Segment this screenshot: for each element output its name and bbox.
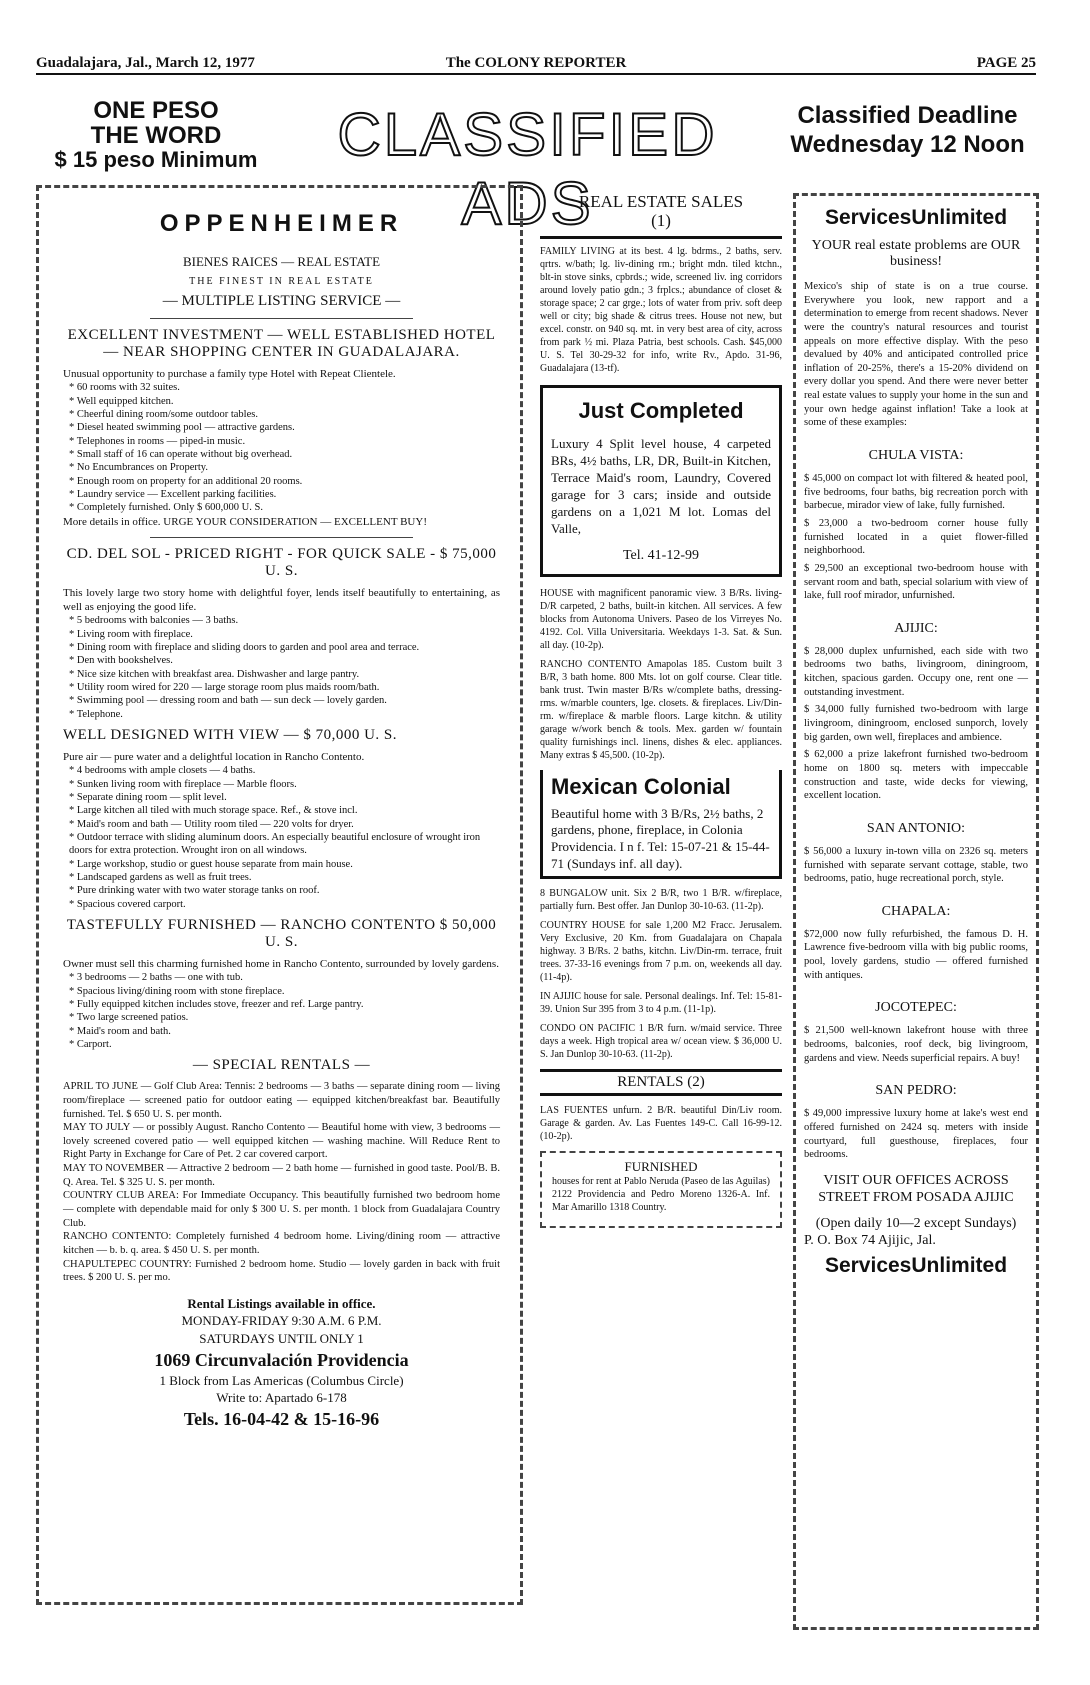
footer-line: MONDAY-FRIDAY 9:30 A.M. 6 P.M.: [181, 1313, 382, 1329]
mailing-address: P. O. Box 74 Ajijic, Jal.: [804, 1233, 936, 1249]
list-item: * Utility room wired for 220 — large storage room plus maids room/bath.: [69, 681, 500, 694]
list-item: * Small staff of 16 can operate without big overhead.: [69, 448, 500, 461]
agency-name: OPPENHEIMER: [159, 210, 404, 237]
listing: $ 34,000 fully furnished two-bedroom with large livingroom, diningroom, enclosed sunporch, lovely big garden, own well, fireplaces and ambience.: [804, 704, 1028, 743]
list-item: * Carport.: [69, 1038, 500, 1051]
deadline-box: [780, 102, 1035, 160]
list-item: * Sunken living room with fireplace — Marble floors.: [69, 778, 500, 791]
ad-body: houses for rent at Pablo Neruda (Paseo de las Aguilas) 2122 Providencia and Pedro Moreno 1326-A. Inf. Mar Amarillo 1318 Country.: [552, 1176, 770, 1214]
town-heading: AJIJIC:: [894, 620, 938, 636]
deadline-line-1: Classified Deadline: [797, 102, 1018, 129]
mexican-colonial-ad: [540, 770, 782, 880]
listing: $ 56,000 a luxury in-town villa on 2326 sq. meters furnished with separate servant cottage, stable, two bedrooms, patio, huge recreational porch, style.: [804, 845, 1028, 885]
rental-item: APRIL TO JUNE — Golf Club Area: Tennis: 2 bedrooms — 3 baths — separate dining room — living room/fireplace — screened patio for outdoor eating — equipped kitchen/breakfast bar. Beautifully furnished. Tel. $ 650 U. S. per month.: [63, 1081, 500, 1120]
office-phones: Tels. 16-04-42 & 15-16-96: [183, 1408, 380, 1429]
rental-item: MAY TO JULY — or possibly August. Rancho Contento — Beautiful home with view, 3 bedrooms — lovely screened covered patio — well equipped kitchen — washing machine. Will Reduce Rent to Right Party in Exchange for Care of Pet. 2 car covered carport.: [63, 1122, 500, 1161]
classified-ad: COUNTRY HOUSE for sale 1,200 M2 Fracc. Jerusalem. Very Exclusive, 20 Km. from Guadalajara on Chapala highway. 3 B/Rs. 2 baths, kitchn. Liv/Din-rm. terrace, fruit trees. 37-33-16 evenings from 7 p.m. on, weekends all day. (11-4p).: [540, 920, 782, 984]
mls-line: — MULTIPLE LISTING SERVICE —: [162, 293, 401, 309]
footer-line: Write to: Apartado 6-178: [216, 1390, 347, 1406]
rate-line-2: THE WORD: [90, 122, 222, 150]
list-item: * 4 bedrooms with ample closets — 4 baths.: [69, 764, 500, 777]
ad-headline: Just Completed: [578, 398, 744, 424]
list-item: * 60 rooms with 32 suites.: [69, 381, 500, 394]
list-item: * 5 bedrooms with balconies — 3 baths.: [69, 614, 500, 627]
list-item: * Spacious covered carport.: [69, 898, 500, 911]
classified-ad: 8 BUNGALOW unit. Six 2 B/R, two 1 B/R. w/fireplace, partially furn. Best offer. Jan Dunlop 30-10-63. (11-2p).: [540, 888, 782, 913]
listing-text: Owner must sell this charming furnished home in Rancho Contento, surrounded by lovely gardens.: [63, 958, 499, 970]
town-heading: SAN ANTONIO:: [866, 820, 966, 836]
list-item: * Two large screened patios.: [69, 1011, 500, 1024]
list-item: * Swimming pool — dressing room and bath — sun deck — lovely garden.: [69, 694, 500, 707]
agency-slogan: YOUR real estate problems are OUR business!: [811, 238, 1021, 269]
list-item: * 3 bedrooms — 2 baths — one with tub.: [69, 971, 500, 984]
header-rule: [36, 73, 1036, 75]
list-item: * Maid's room and bath.: [69, 1025, 500, 1038]
list-item: * Maid's room and bath — Utility room tiled — 220 volts for dryer.: [69, 818, 500, 831]
rentals-heading: RENTALS (2): [540, 1069, 782, 1096]
rental-item: CHAPULTEPEC COUNTRY: Furnished 2 bedroom home. Studio — lovely garden in back with fruit trees. $ 200 U. S. per mo.: [63, 1258, 500, 1284]
listing-heading: CD. DEL SOL - PRICED RIGHT - FOR QUICK SALE - $ 75,000 U. S.: [66, 545, 497, 579]
listing: $ 28,000 duplex unfurnished, each side with two bedrooms two baths, livingroom, diningroom, kitchen, spacious garden. Occupy one, rent one — outstanding investment.: [804, 645, 1028, 698]
just-completed-ad: [540, 385, 782, 576]
classified-ad: RANCHO CONTENTO Amapolas 185. Custom built 3 B/R, 3 bath home. 800 Mts. lot on golf course. Clear title. bank trust. Twin master B/Rs w/complete baths, dressing-rms. w/marble counters, lge. closets. & fireplaces. Liv/Din-rm. w/fireplace & marble floors. Large kitchn. & utility garage w/work bench & tools. Mex. garden w/ fountain quality furnishings incl. linens, dishes & elec. appliances. Many extras $ 45,500. (10-2p).: [540, 658, 782, 761]
list-item: * Dining room with fireplace and sliding doors to garden and pool area and terrace.: [69, 641, 500, 654]
ad-body: Beautiful home with 3 B/Rs, 2½ baths, 2 gardens, phone, fireplace, in Colonia Providencia. I n f. Tel: 15-07-21 & 15-44-71 (Sundays inf. all day).: [551, 805, 770, 871]
list-item: * Large workshop, studio or guest house separate from main house.: [69, 858, 500, 871]
dateline: Guadalajara, Jal., March 12, 1977: [36, 55, 255, 71]
listing-text: Pure air — pure water and a delightful location in Rancho Contento.: [63, 751, 365, 764]
rate-line-3: $ 15 peso Minimum: [54, 147, 258, 173]
list-item: * Telephones in rooms — piped-in music.: [69, 435, 500, 448]
listing-text: More details in office. URGE YOUR CONSIDERATION — EXCELLENT BUY!: [63, 515, 427, 528]
list-item: * Den with bookshelves.: [69, 654, 500, 667]
footer-line: Rental Listings available in office.: [187, 1295, 376, 1311]
rate-line-1: ONE PESO: [93, 97, 219, 124]
listing-text: Unusual opportunity to purchase a family type Hotel with Repeat Clientele.: [63, 368, 396, 380]
rental-item: COUNTRY CLUB AREA: For Immediate Occupancy. This beautifully furnished two bedroom home — complete with dependable maid for only $ 300 U. S. per month. 1 block from Guadalajara Country Club.: [63, 1190, 500, 1229]
section-title: CLASSIFIED ADS: [337, 101, 718, 237]
list-item: * Pure drinking water with two water storage tanks on roof.: [69, 884, 500, 897]
rate-box: [36, 98, 276, 171]
listing-heading: TASTEFULLY FURNISHED — RANCHO CONTENTO $ 50,000 U. S.: [66, 917, 497, 950]
ad-headline: FURNISHED: [624, 1159, 698, 1175]
list-item: * Well equipped kitchen.: [69, 395, 500, 408]
furnished-ad: [540, 1151, 782, 1228]
listing: $ 21,500 well-known lakefront house with three bedrooms, balconies, roof deck, big livingroom, gardens and view. Needs superficial repairs. A buy!: [804, 1025, 1028, 1064]
listing: $ 45,000 on compact lot with filtered & heated pool, five bedrooms, four baths, big recreation porch with barbecue, mirador view of lake, fully furnished.: [804, 473, 1028, 512]
classified-ad: FAMILY LIVING at its best. 4 lg. bdrms., 2 baths, serv. qrtrs. w/bath; lg. liv-dining rm.; bright mdn. tiled ktchn., blt-in stove sinks, cpbrds.; wide, screened liv. ing corridors around lovely patio gdn.; 3 frplcs.; abundance of closet & storage space; 2 car grge.; lots of water from priv. soft deep well or city; big shade & citrus trees. House not new, but excel. constr. on 940 sq. mt. in very best area of city, across from park ½ mi. Plaza Patria, best schools. Cash. $45,000 U. S. Tel 30-29-32 for info, write Rv., Apdo. 31-96, Guadalajara (13-tf).: [540, 246, 782, 375]
classified-ad: LAS FUENTES unfurn. 2 B/R. beautiful Din/Liv room. Garage & garden. Av. Las Fuentes 149-C. Call 16-99-12. (10-2p).: [540, 1105, 782, 1143]
listing: $ 62,000 a prize lakefront furnished two-bedroom home on 1800 sq. meters with impeccable construction and taste, wide decks for viewing, excellent location.: [804, 749, 1028, 802]
office-location: VISIT OUR OFFICES ACROSS STREET FROM POSADA AJIJIC: [818, 1172, 1014, 1206]
ad-phone: Tel. 41-12-99: [622, 547, 699, 563]
agency-name: ServicesUnlimited: [824, 206, 1008, 229]
footer-line: SATURDAYS UNTIL ONLY 1: [199, 1330, 364, 1346]
oppenheimer-ad: [36, 185, 523, 1605]
real-estate-sales-column: [540, 193, 782, 1228]
list-item: * No Encumbrances on Property.: [69, 461, 500, 474]
list-item: * Landscaped gardens as well as fruit trees.: [69, 871, 500, 884]
town-heading: SAN PEDRO:: [875, 1083, 957, 1099]
list-item: * Living room with fireplace.: [69, 628, 500, 641]
classified-ad: CONDO ON PACIFIC 1 B/R furn. w/maid service. Three days a week. High tropical area w/ ocean view. $ 36,000 U. S. Jan Dunlop 30-10-63. (11-2p).: [540, 1023, 782, 1061]
agency-sub1: BIENES RAICES — REAL ESTATE: [182, 254, 381, 269]
office-address: 1069 Circunvalación Providencia: [154, 1349, 409, 1370]
ad-body: Luxury 4 Split level house, 4 carpeted BRs, 4½ baths, LR, DR, Built-in Kitchen, Terrace Maid's room, Laundry, Covered garage for 3 cars; inside and outside gardens on a 1,021 M lot. Lomas del Valle,: [551, 436, 771, 536]
ad-headline: Mexican Colonial: [551, 773, 731, 799]
agency-sub2: THE FINEST IN REAL ESTATE: [189, 276, 374, 287]
listing: $72,000 now fully refurbished, the famous D. H. Lawrence five-bedroom villa with big public rooms, pool, lovely gardens, studio — offered furnished with antiques.: [804, 928, 1028, 981]
list-item: * Fully equipped kitchen includes stove, freezer and ref. Large pantry.: [69, 998, 500, 1011]
deadline-line-2: Wednesday 12 Noon: [790, 130, 1025, 158]
list-item: * Outdoor terrace with sliding aluminum doors. An especially beautiful enclosure of wrought iron doors for extra protection. Wrought iron on all windows.: [69, 831, 500, 858]
rentals-heading: — SPECIAL RENTALS —: [192, 1057, 371, 1074]
newspaper-name: The COLONY REPORTER: [445, 55, 627, 71]
rental-item: MAY TO NOVEMBER — Attractive 2 bedroom — 2 bath home — furnished in good taste. Pool/B. B. Q. Area. Tel. $ 325 U. S. per month.: [63, 1163, 500, 1188]
list-item: * Separate dining room — split level.: [69, 791, 500, 804]
list-item: * Nice size kitchen with breakfast area. Dishwasher and large pantry.: [69, 668, 500, 681]
classified-ad: IN AJIJIC house for sale. Personal dealings. Inf. Tel: 15-81-39. Union Sur 395 from 3 to 4 p.m. (11-1p).: [540, 991, 782, 1016]
list-item: * Large kitchen all tiled with much storage space. Ref., & stove incl.: [69, 804, 500, 817]
listing: $ 29,500 an exceptional two-bedroom house with servant room and bath, special solarium with view of lake, full roof mirador, unfurnished.: [804, 562, 1028, 602]
list-item: * Diesel heated swimming pool — attractive gardens.: [69, 421, 500, 434]
column-title: [540, 193, 782, 239]
page-number: PAGE 25: [976, 55, 1036, 71]
town-heading: CHULA VISTA:: [868, 448, 964, 464]
listing-heading: EXCELLENT INVESTMENT — WELL ESTABLISHED HOTEL — NEAR SHOPPING CENTER IN GUADALAJARA.: [67, 327, 496, 360]
list-item: * Telephone.: [69, 708, 500, 721]
rental-item: RANCHO CONTENTO: Completely furnished 4 bedroom home. Living/dining room — attractive kitchen — b. b. q. area. $ 450 U. S. per month.: [63, 1231, 500, 1256]
column-title-number: (1): [651, 210, 671, 230]
agency-name-footer: ServicesUnlimited: [824, 1253, 1008, 1277]
office-hours: (Open daily 10—2 except Sundays): [815, 1215, 1017, 1231]
list-item: * Completely furnished. Only $ 600,000 U. S.: [69, 501, 500, 514]
town-heading: CHAPALA:: [881, 903, 951, 919]
services-unlimited-ad: [793, 193, 1039, 1630]
listing-heading: WELL DESIGNED WITH VIEW — $ 70,000 U. S.: [63, 727, 397, 744]
column-title-text: REAL ESTATE SALES: [578, 192, 744, 211]
list-item: * Laundry service — Excellent parking facilities.: [69, 488, 500, 501]
town-heading: JOCOTEPEC:: [875, 1000, 957, 1016]
classified-ad: HOUSE with magnificent panoramic view. 3 B/Rs. living-D/R carpeted, 2 baths, built-in kitchen. All services. A few blocks from Autonoma Univers. Paseo de los Virreyes No. 4192. Col. Villa Universitaria. Weekdays 1-3. Sat. & Sun. all day. (10-2p).: [540, 587, 782, 651]
list-item: * Spacious living/dining room with stone fireplace.: [69, 985, 500, 998]
footer-line: 1 Block from Las Americas (Columbus Circle): [159, 1372, 404, 1388]
listing: $ 23,000 a two-bedroom corner house fully furnished located in a quiet flower-filled neighborhood.: [804, 517, 1028, 557]
listing-text: This lovely large two story home with delightful foyer, lends itself beautifully to entertaining, as well as enjoying the good life.: [63, 586, 500, 614]
list-item: * Enough room on property for an additional 20 rooms.: [69, 475, 500, 488]
list-item: * Cheerful dining room/some outdoor tables.: [69, 408, 500, 421]
listing: $ 49,000 impressive luxury home at lake's west end offered furnished on 2424 sq. meters with inside courtyard, full guesthouse, fireplaces, four bedrooms.: [804, 1108, 1028, 1161]
ad-intro: Mexico's ship of state is on a true course. Everywhere you look, new rapport and a determination to emerge from recent shadows. Never were the country's natural resources and tourist appeals on more effective display. With the peso devalued by 40% and anticipated controlled price inflation of 20-25%, there's a 15-20% dividend on every dollar you spend. And there were never better real estate values to supply your home in the sun and your own hedge against inflation! Take a look at some of these examples:: [804, 281, 1028, 429]
